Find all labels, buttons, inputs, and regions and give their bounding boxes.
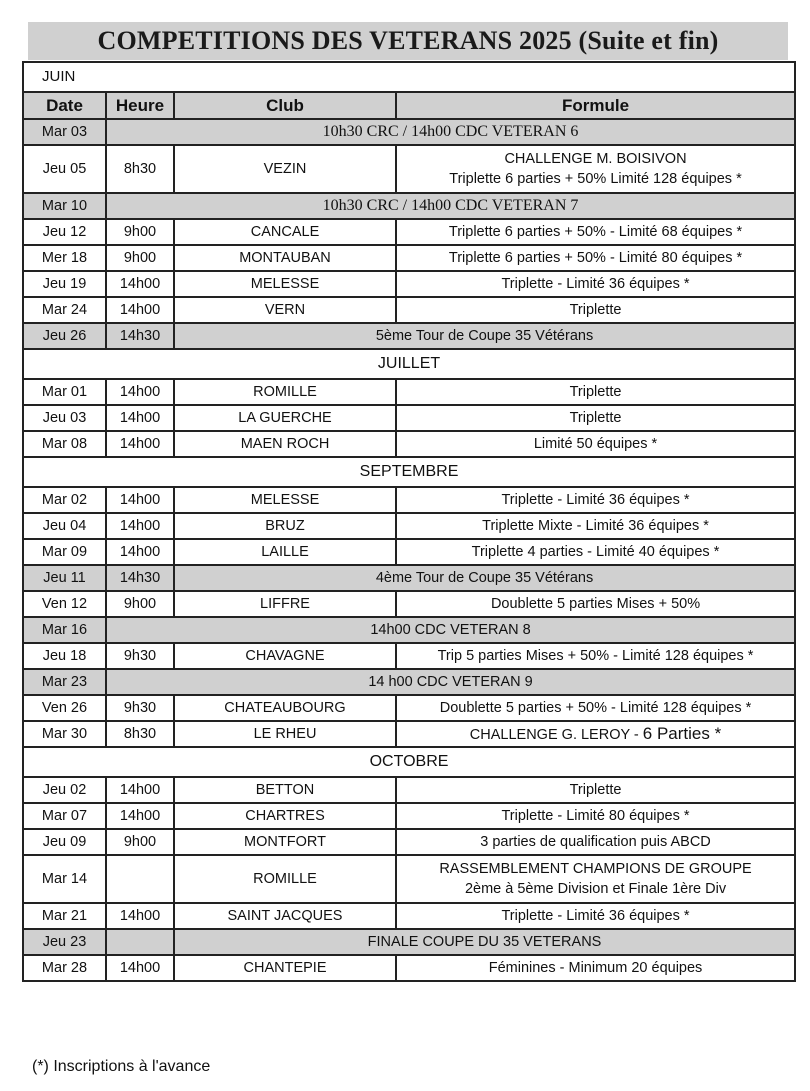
club-cell: LAILLE (174, 539, 396, 565)
club-cell: MELESSE (174, 271, 396, 297)
table-row (23, 829, 795, 855)
formule-cell (396, 145, 795, 193)
date-cell: Ven 12 (23, 591, 106, 617)
formule-part-a: CHALLENGE G. LEROY - (469, 726, 643, 743)
table-row (23, 219, 795, 245)
club-cell: VEZIN (174, 145, 396, 193)
date-cell: Jeu 02 (23, 777, 106, 803)
date-cell: Jeu 12 (23, 219, 106, 245)
month-label: JUIN (23, 62, 795, 92)
table-row (23, 487, 795, 513)
date-cell: Mar 16 (23, 617, 106, 643)
formule-cell: 3 parties de qualification puis ABCD (396, 829, 795, 855)
club-cell: BRUZ (174, 513, 396, 539)
table-row (23, 539, 795, 565)
formule-cell: Triplette (396, 777, 795, 803)
month-header-juillet (23, 349, 795, 379)
date-cell: Jeu 03 (23, 405, 106, 431)
time-cell: 9h00 (106, 245, 174, 271)
time-cell: 14h00 (106, 271, 174, 297)
club-cell: CHATEAUBOURG (174, 695, 396, 721)
table-row (23, 643, 795, 669)
time-cell: 14h00 (106, 431, 174, 457)
table-row (23, 565, 795, 591)
table-row (23, 245, 795, 271)
formule-line-2: Triplette 6 parties + 50% Limité 128 équipes * (449, 171, 742, 187)
club-cell: MELESSE (174, 487, 396, 513)
club-cell: BETTON (174, 777, 396, 803)
date-cell: Jeu 09 (23, 829, 106, 855)
month-header-juin (23, 62, 795, 92)
formule-cell: Triplette (396, 379, 795, 405)
date-cell: Mer 18 (23, 245, 106, 271)
club-cell: ROMILLE (174, 855, 396, 903)
formule-cell: Limité 50 équipes * (396, 431, 795, 457)
event-span-cell: 5ème Tour de Coupe 35 Vétérans (174, 323, 795, 349)
date-cell: Mar 02 (23, 487, 106, 513)
page-title: COMPETITIONS DES VETERANS 2025 (Suite et fin) (28, 22, 788, 60)
date-cell: Mar 03 (23, 119, 106, 145)
time-cell: 14h00 (106, 539, 174, 565)
formule-cell: Triplette (396, 405, 795, 431)
table-row (23, 591, 795, 617)
date-cell: Ven 26 (23, 695, 106, 721)
table-row (23, 803, 795, 829)
time-cell: 9h30 (106, 695, 174, 721)
date-cell: Mar 21 (23, 903, 106, 929)
table-row (23, 721, 795, 747)
time-cell: 14h00 (106, 405, 174, 431)
formule-cell: Triplette - Limité 80 équipes * (396, 803, 795, 829)
table-row (23, 119, 795, 145)
table-row (23, 405, 795, 431)
date-cell: Mar 24 (23, 297, 106, 323)
month-header-septembre (23, 457, 795, 487)
table-row (23, 145, 795, 193)
date-cell: Jeu 23 (23, 929, 106, 955)
time-cell: 8h30 (106, 145, 174, 193)
time-cell: 14h00 (106, 955, 174, 981)
time-cell: 14h00 (106, 903, 174, 929)
table-row (23, 193, 795, 219)
club-cell: LA GUERCHE (174, 405, 396, 431)
club-cell: SAINT JACQUES (174, 903, 396, 929)
event-span-cell: 10h30 CRC / 14h00 CDC VETERAN 6 (106, 119, 795, 145)
table-row (23, 695, 795, 721)
formule-cell: Doublette 5 parties + 50% - Limité 128 équipes * (396, 695, 795, 721)
date-cell: Mar 23 (23, 669, 106, 695)
formule-cell (396, 855, 795, 903)
date-cell: Jeu 04 (23, 513, 106, 539)
club-cell: LE RHEU (174, 721, 396, 747)
date-cell: Jeu 11 (23, 565, 106, 591)
club-cell: MAEN ROCH (174, 431, 396, 457)
date-cell: Jeu 05 (23, 145, 106, 193)
table-row (23, 513, 795, 539)
time-cell: 9h00 (106, 591, 174, 617)
time-cell: 14h30 (106, 323, 174, 349)
event-span-cell: 14h00 CDC VETERAN 8 (106, 617, 795, 643)
date-cell: Mar 08 (23, 431, 106, 457)
date-cell: Mar 07 (23, 803, 106, 829)
time-cell: 14h00 (106, 777, 174, 803)
date-cell: Mar 28 (23, 955, 106, 981)
table-row (23, 669, 795, 695)
formule-cell: Trip 5 parties Mises + 50% - Limité 128 équipes * (396, 643, 795, 669)
table-row (23, 903, 795, 929)
formule-cell: Triplette Mixte - Limité 36 équipes * (396, 513, 795, 539)
table-row (23, 617, 795, 643)
formule-cell: Triplette - Limité 36 équipes * (396, 271, 795, 297)
event-span-cell: 4ème Tour de Coupe 35 Vétérans (174, 565, 795, 591)
time-cell: 14h00 (106, 803, 174, 829)
header-date: Date (23, 92, 106, 119)
formule-line-2: 2ème à 5ème Division et Finale 1ère Div (464, 881, 727, 897)
table-row (23, 379, 795, 405)
formule-cell: Triplette (396, 297, 795, 323)
time-cell: 14h00 (106, 513, 174, 539)
table-row (23, 777, 795, 803)
formule-line-1: CHALLENGE M. BOISIVON (504, 151, 687, 167)
footnote: (*) Inscriptions à l'avance (32, 1058, 211, 1075)
table-row (23, 323, 795, 349)
club-cell: CHANTEPIE (174, 955, 396, 981)
column-header-row (23, 92, 795, 119)
formule-cell: Triplette - Limité 36 équipes * (396, 487, 795, 513)
formule-part-b: 6 Parties * (642, 723, 722, 743)
club-cell: VERN (174, 297, 396, 323)
table-row (23, 855, 795, 903)
date-cell: Mar 09 (23, 539, 106, 565)
date-cell: Jeu 19 (23, 271, 106, 297)
club-cell: LIFFRE (174, 591, 396, 617)
month-label: JUILLET (23, 349, 795, 379)
event-span-cell: 10h30 CRC / 14h00 CDC VETERAN 7 (106, 193, 795, 219)
table-row (23, 955, 795, 981)
header-formule: Formule (396, 92, 795, 119)
time-cell: 9h00 (106, 219, 174, 245)
time-cell: 9h30 (106, 643, 174, 669)
time-cell: 14h00 (106, 379, 174, 405)
formule-cell (396, 721, 795, 747)
formule-cell: Triplette 6 parties + 50% - Limité 68 équipes * (396, 219, 795, 245)
formule-cell: Doublette 5 parties Mises + 50% (396, 591, 795, 617)
date-cell: Mar 14 (23, 855, 106, 903)
date-cell: Mar 10 (23, 193, 106, 219)
table-row (23, 929, 795, 955)
formule-cell: Triplette 6 parties + 50% - Limité 80 équipes * (396, 245, 795, 271)
club-cell: ROMILLE (174, 379, 396, 405)
date-cell: Mar 30 (23, 721, 106, 747)
time-cell: 14h00 (106, 297, 174, 323)
club-cell: MONTAUBAN (174, 245, 396, 271)
time-cell (106, 929, 174, 955)
month-label: OCTOBRE (23, 747, 795, 777)
club-cell: CHARTRES (174, 803, 396, 829)
event-span-cell: 14 h00 CDC VETERAN 9 (106, 669, 795, 695)
formule-cell: Féminines - Minimum 20 équipes (396, 955, 795, 981)
month-label: SEPTEMBRE (23, 457, 795, 487)
club-cell: CANCALE (174, 219, 396, 245)
date-cell: Jeu 18 (23, 643, 106, 669)
schedule-table (22, 61, 796, 982)
event-span-cell: FINALE COUPE DU 35 VETERANS (174, 929, 795, 955)
formule-cell: Triplette - Limité 36 équipes * (396, 903, 795, 929)
club-cell: CHAVAGNE (174, 643, 396, 669)
table-row (23, 431, 795, 457)
club-cell: MONTFORT (174, 829, 396, 855)
time-cell: 14h00 (106, 487, 174, 513)
table-row (23, 271, 795, 297)
formule-cell: Triplette 4 parties - Limité 40 équipes * (396, 539, 795, 565)
date-cell: Mar 01 (23, 379, 106, 405)
time-cell (106, 855, 174, 903)
time-cell: 14h30 (106, 565, 174, 591)
formule-line-1: RASSEMBLEMENT CHAMPIONS DE GROUPE (439, 861, 752, 877)
date-cell: Jeu 26 (23, 323, 106, 349)
time-cell: 8h30 (106, 721, 174, 747)
table-row (23, 297, 795, 323)
header-club: Club (174, 92, 396, 119)
time-cell: 9h00 (106, 829, 174, 855)
month-header-octobre (23, 747, 795, 777)
header-heure: Heure (106, 92, 174, 119)
